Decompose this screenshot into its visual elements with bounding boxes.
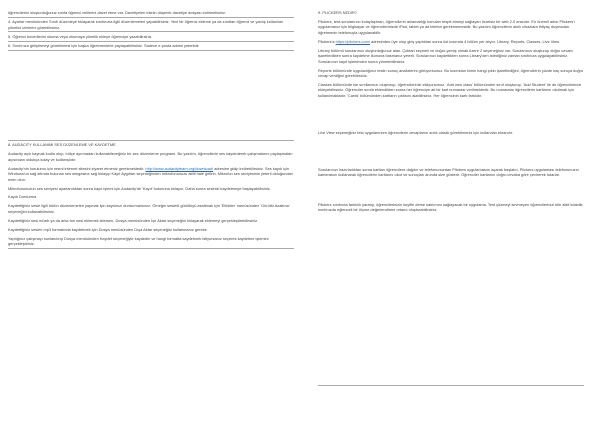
section-8-paragraph-6: Kaydettiğiniz sesleri mp3 formatında kaydetmek için Dosya menüsünden Dışa Aktar seçeneğini kullanmanız gerekir. bbox=[8, 226, 208, 232]
section-8-title: 8. AUDACITY KULLANIMI SES DÜZENLEME VE KAYDETME bbox=[8, 142, 116, 148]
section-8-paragraph-7: Yaptığınız çalışmayı sonlandırıp Dosya menüsünden Kaydet seçeneğiyle kaydedin ve hangi formatta kaydetmek istiyorsanız seçerek kaydetme işlemini gerçekleştiriniz. bbox=[8, 235, 269, 247]
section-9-paragraph-2-rest: adresinden üye olup giriş yaptıktan sonra üst kısımda 4 bölüm yer alıyor. Library, Reports, Classes, Live View. bbox=[370, 38, 560, 44]
section-8-paragraph-2-text: Audacity'nin kurulumu için resmi internet sitesini ziyaret etmeniz gerekmektedir. bbox=[8, 165, 145, 171]
audacity-download-link[interactable]: http://www.audacityteam.org/download/ bbox=[145, 165, 214, 171]
section-8-paragraph-4: Kaydettiğiniz sesle ilgili bütün düzenlemeleri yapmak için kaydınızı durdurmalısınız. Örneğin sesteki gürültüyü azaltmak için 'Efektler' menüsünden 'Gürültü Azaltma' seçeneğini kullanabilirsiniz. bbox=[8, 203, 290, 214]
divider bbox=[8, 41, 294, 42]
section-9-paragraph-6: Live View seçeneğiniz test uygulanırken öğrencilerin cevaplarını anlık olarak görebilmeniz için kullanılan ekrandır. bbox=[318, 130, 513, 136]
section-9-paragraph-4: Reports bölümünde uyguladığınız testin sonuç analizlerini görüyorsunuz. Bu kısımdan kimin hangi şıkkı işaretlediğini, öğrencilerin yüzde kaç soruya doğru cevap verdiğini görebilirsiniz. bbox=[318, 67, 584, 79]
divider bbox=[8, 248, 294, 249]
list-item-4: 4. Ayarlar menüsünden Sınıfı düzenleye tıklayarak sınıfınızla ilgili düzenlemeleri yapabilirsiniz. Yeni bir öğrenci ekleme ya da sınıftan öğrenci ve yanlış kullanılan yönetici izinlerini görebilirsiniz. bbox=[8, 19, 284, 30]
intro-paragraph: öğrencilerini oluşturduğunuz sınıfa öğrenci velilerini davet etme var. Davetiyeleri ekinin düşerek davetiye dosyası indirmelisiniz. bbox=[8, 10, 226, 15]
list-item-6: 6. Sınıfınıza geliştirmeyi görebilmesi için başka öğretmenlerle paylaşabilirsiniz. Sadece e-posta adresi yeterlidir. bbox=[8, 43, 200, 49]
left-column bbox=[8, 10, 294, 250]
divider bbox=[8, 17, 294, 18]
section-8-paragraph-1: Audacity açık kaynak kodlu olup, bütçe ayırmadan kullanabileceğiniz bir ses düzenleme programı. Bu yazılım, öğrencilerin ses kaydederek çalışmalarını paylaşmaları açısından oldukça kolay ve kullanışlıdır. bbox=[8, 151, 293, 162]
section-9-paragraph-2-text: Plickers'a bbox=[318, 38, 336, 44]
section-9-paragraph-1: Plickers, test-sorularınızı kolaylaştıran, öğrencilerin anlamadığı konuları tespit etmeyi sağlayan ücretsiz bir web 2.0 aracıdır. En önemli artısı Plickers'ı uygulamanız için bilgisayar ve öğrencilerinizde iPad, tablet ya da telefon gerekmemesidir. Bu yazılım öğrencilerin akıllı cihazlara ihtiyaç duymadan öğretmenin telefonuyla uygulanabilir. bbox=[318, 18, 575, 35]
list-item-5: 5. Öğrenci becerilerini okuma veya okumaya yönelik ekleye öğrenciye yazabilirsiniz. bbox=[8, 34, 153, 40]
section-9-title: 9. PLICKERS NEDİR? bbox=[318, 10, 357, 15]
section-8-paragraph-2 bbox=[8, 166, 294, 183]
section-8-paragraph-5: Kaydettiğiniz sesi müzik ya da arka fon sesi eklemek istersen, Dosya menüsünden İçe Aktar seçeneğini tıklayarak eklemeyi gerçekleştirebilirsiniz. bbox=[8, 217, 259, 223]
section-9-paragraph-7: Sorularınızı hazırladıktan sonra kartları öğrencilere dağıtın ve telefonunuzdan Plickers uygulamasını açarak başlatın. Plickers uygulaması telefonunuzın kamerasını kullanarak öğrencilerin kartlarını okur ve sonuçları anında size gösterir. Öğrenciler kartlarını doğru cevaba göre çevirerek tutarlar. bbox=[318, 166, 579, 178]
bottom-divider bbox=[318, 385, 584, 386]
divider bbox=[8, 140, 294, 141]
section-8-paragraph-3: Mikrofonunuzun ses seviyesi ayarlandıktan sonra kayıt işlemi için Audacity'de 'Kayıt' butonuna tıklayın. Daha sonra sesinizi kaydetmeye başlayabilirsiniz. bbox=[8, 185, 271, 191]
divider bbox=[8, 31, 294, 32]
section-9-paragraph-3: Library bölümü sorularınızı oluşturduğunuz alan. Çoktan seçmeli ve doğru-yanlış olmak üzere 2 seçeneğiniz var. Sorularınızı oluşturup doğru cevabı işaretledikten sonra kaydetme ikonuna basmanız yeterli. Sorularınızı kaydettikten sonra Library'den istediğiniz zaman sınıfınıza uygulayabilirsiniz. Sorularınızı kayıt işleminden sonra yönetebilirsiniz. bbox=[318, 47, 573, 64]
right-column bbox=[318, 10, 584, 213]
plickers-link[interactable]: https://plickers.com/ bbox=[335, 38, 370, 44]
section-8-subheading: Kaydı Durdurma bbox=[8, 194, 37, 200]
divider bbox=[8, 50, 294, 51]
section-9-paragraph-2 bbox=[318, 39, 584, 45]
section-9-paragraph-8: Plickers sınıfında farklılık yaratıp, öğrencilerinizin keyifle derse katılımını sağlayacak bir uygulama. Test çözmeyi sevmeyen öğrencilerinizi bile aktif kılabilir, sınıfınızda eğlenceli bir ölçme-değerlendirme ortamı oluşturabilirsiniz. bbox=[318, 201, 584, 213]
section-9-paragraph-5: Classes bölümünde ise sınıflarınızı oluşturup, öğrencilerinizi ekliyorsunuz. 'Add new class' bölümünden sınıf oluşturup, 'Add Student' ile de öğrencilerinizi ekleyebilirsiniz. Öğrenciler sınıfa eklendikten sonra her öğrenciye ait bir kart numarası verilmektedir. Bu numaralar öğrencilerin kartlarını okutmak için kullanılmaktadır. 'Cards' bölümünden kartların çıktısını alabilirsiniz. Her öğrencinin kartı farklıdır. bbox=[318, 81, 582, 98]
section-8-paragraph-2-rest: adresine gidip indirebilirsiniz. Ses kaydı için Windows'un sağ altında bulunan ses simgesine sağ tıklayıp Kayıt Aygıtları seçeneğinden mikrofonunuzu aktif hale getirin. Mikrofon ses seviyesinin yeterli olduğundan emin olun. bbox=[8, 165, 293, 182]
